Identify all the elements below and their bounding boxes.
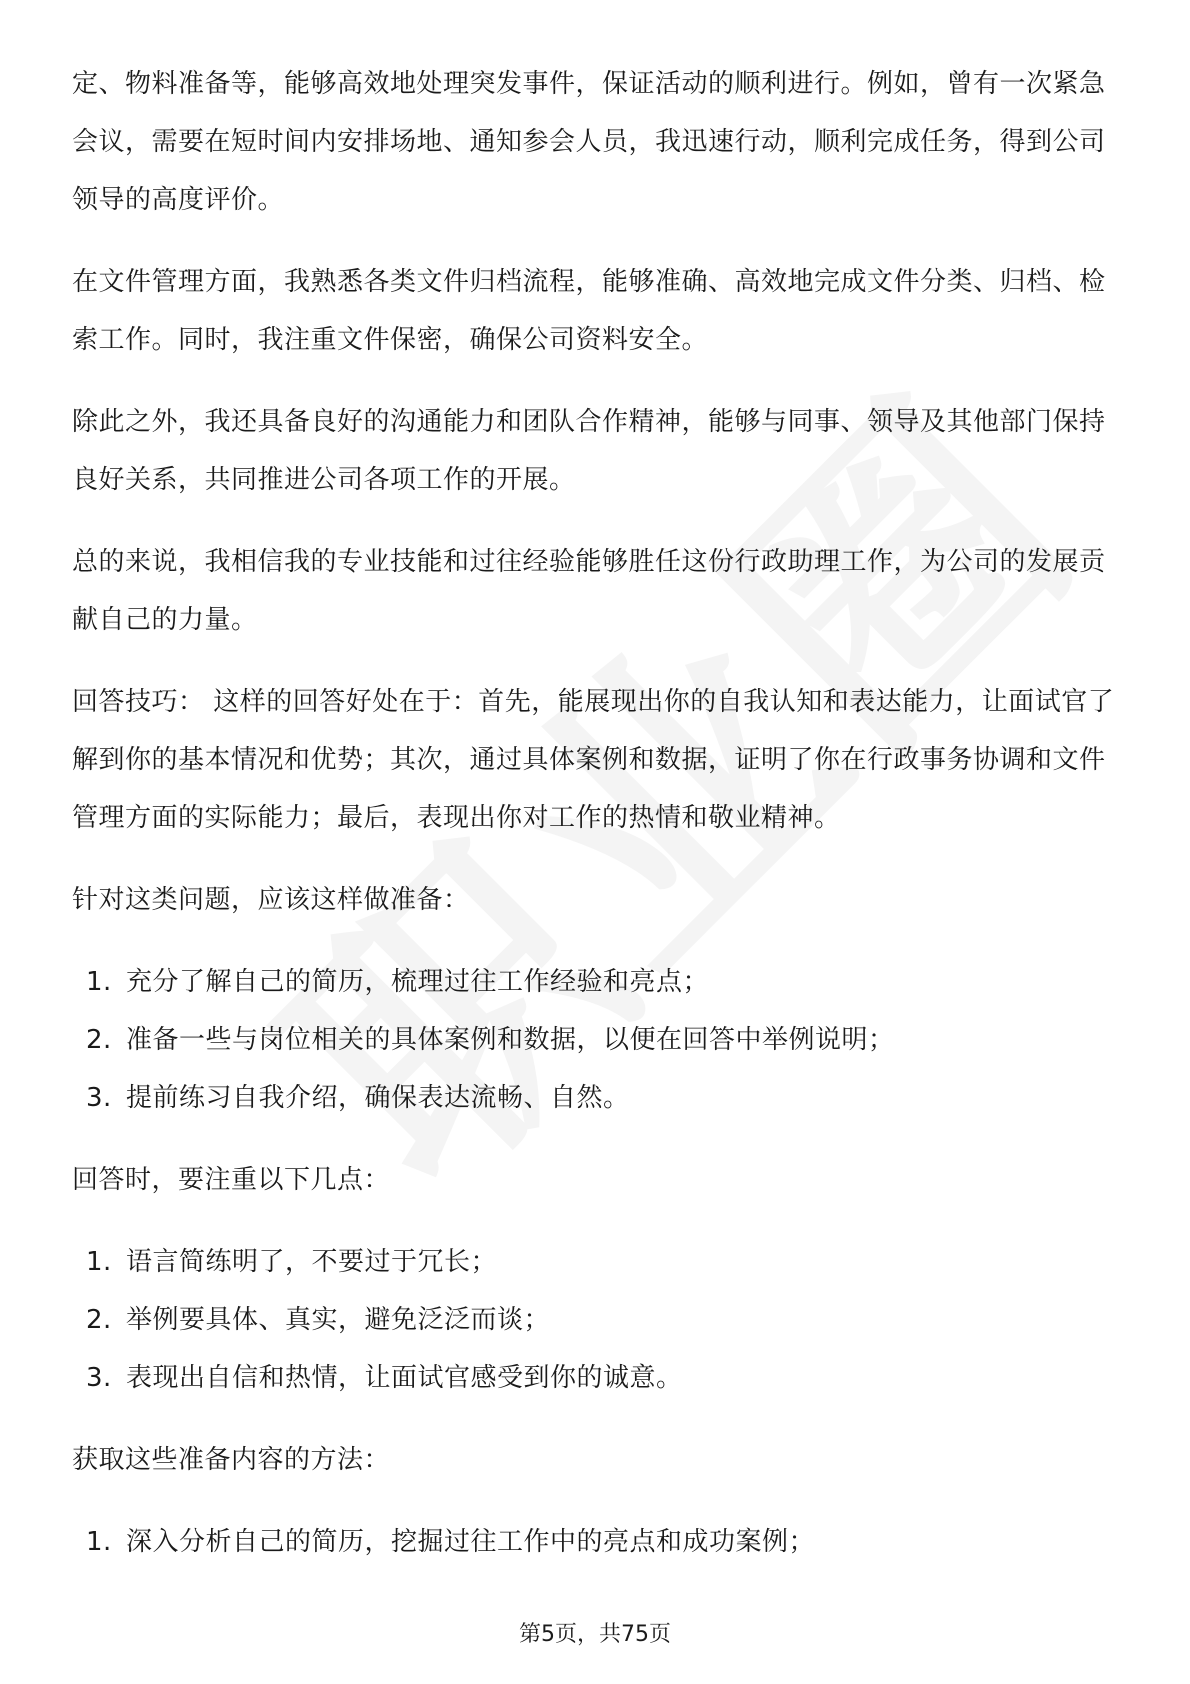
list-number: 2. [86, 1025, 112, 1055]
list-number: 2. [86, 1305, 112, 1335]
paragraph: 除此之外，我还具备良好的沟通能力和团队合作精神，能够与同事、领导及其他部门保持良好关系，共同推进公司各项工作的开展。 [72, 407, 1106, 495]
answer-points-list [72, 1233, 1122, 1407]
preparation-list [72, 953, 1122, 1127]
section-heading: 获取这些准备内容的方法： [72, 1445, 391, 1475]
list-number: 1. [86, 967, 112, 997]
section-heading: 针对这类问题，应该这样做准备： [72, 885, 470, 915]
list-number: 1. [86, 1527, 112, 1557]
methods-list [72, 1513, 1122, 1571]
paragraph: 在文件管理方面，我熟悉各类文件归档流程，能够准确、高效地完成文件分类、归档、检索工作。同时，我注重文件保密，确保公司资料安全。 [72, 267, 1106, 355]
list-number: 3. [86, 1083, 112, 1113]
list-item [72, 1349, 1122, 1407]
list-item [72, 1011, 1122, 1069]
list-number: 3. [86, 1363, 112, 1393]
list-number: 1. [86, 1247, 112, 1277]
list-item-text: 表现出自信和热情，让面试官感受到你的诚意。 [126, 1363, 683, 1393]
list-item [72, 1291, 1122, 1349]
document-body [72, 55, 1122, 1595]
answer-tips-paragraph: 回答技巧： 这样的回答好处在于：首先，能展现出你的自我认知和表达能力，让面试官了解到你的基本情况和优势；其次，通过具体案例和数据，证明了你在行政事务协调和文件管理方面的实际能力；最后，表现出你对工作的热情和敬业精神。 [72, 687, 1115, 833]
list-item-text: 提前练习自我介绍，确保表达流畅、自然。 [126, 1083, 630, 1113]
paragraph: 定、物料准备等，能够高效地处理突发事件，保证活动的顺利进行。例如，曾有一次紧急会议，需要在短时间内安排场地、通知参会人员，我迅速行动，顺利完成任务，得到公司领导的高度评价。 [72, 69, 1106, 215]
list-item-text: 举例要具体、真实，避免泛泛而谈； [126, 1305, 551, 1335]
page-number-footer: 第5页，共75页 [519, 1622, 671, 1647]
paragraph: 总的来说，我相信我的专业技能和过往经验能够胜任这份行政助理工作，为公司的发展贡献自己的力量。 [72, 547, 1106, 635]
list-item-text: 深入分析自己的简历，挖掘过往工作中的亮点和成功案例； [126, 1527, 816, 1557]
list-item [72, 953, 1122, 1011]
list-item-text: 充分了解自己的简历，梳理过往工作经验和亮点； [126, 967, 710, 997]
list-item-text: 语言简练明了，不要过于冗长； [126, 1247, 498, 1277]
section-heading: 回答时，要注重以下几点： [72, 1165, 391, 1195]
list-item [72, 1233, 1122, 1291]
list-item [72, 1513, 1122, 1571]
list-item-text: 准备一些与岗位相关的具体案例和数据，以便在回答中举例说明； [126, 1025, 895, 1055]
list-item [72, 1069, 1122, 1127]
